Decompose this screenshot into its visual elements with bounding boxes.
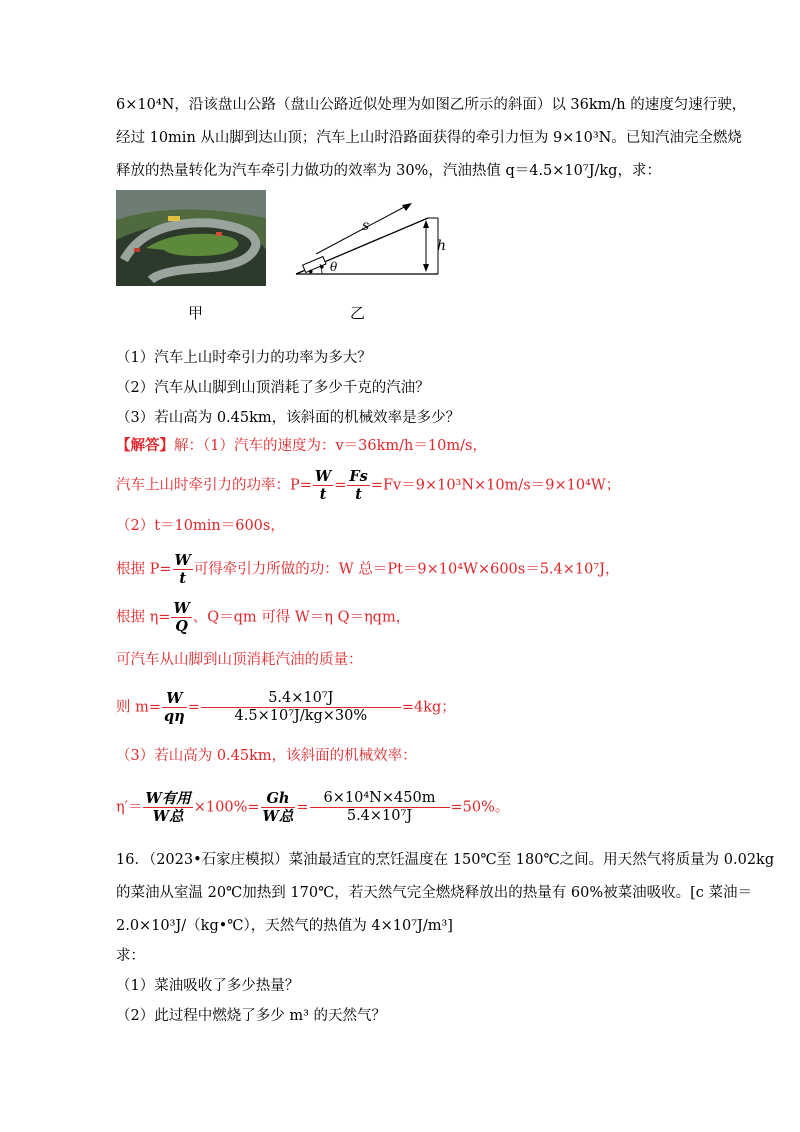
- answer-line-8: （3）若山高为 0.45km，该斜面的机械效率：: [116, 748, 417, 764]
- answer-line-4: 根据 P= $\frac{W}{t}$ 可得牵引力所做的功：W 总＝Pt＝9×10⁴W×600s＝5.4×10⁷J，: [116, 552, 620, 587]
- question-3: （3）若山高为 0.45km，该斜面的机械效率是多少？: [116, 410, 461, 426]
- power-formula-prefix: 汽车上山时牵引力的功率：P=: [116, 477, 312, 494]
- answer-line-3: （2）t＝10min＝600s，: [116, 518, 285, 534]
- fraction-w-over-t: $\frac{W}{t}$: [314, 468, 332, 503]
- answer-line-7: 则 m= $\frac{W}{q\eta}$ = $\frac{\text{5.4×10⁷J}}{\text{4.5×10⁷J/kg×30\%}}$ =4kg；: [116, 690, 456, 725]
- power-result: =Fv＝9×10³N×10m/s＝9×10⁴W；: [370, 477, 621, 494]
- fraction-gh-over-total: $\frac{Gh}{\text{W总}}$: [262, 790, 294, 825]
- problem-16-question-2: （2）此过程中燃烧了多少 m³ 的天然气？: [116, 1008, 387, 1024]
- question-2: （2）汽车从山脚到山顶消耗了多少千克的汽油？: [116, 380, 430, 396]
- fraction-mass-calc: $\frac{\text{5.4×10⁷J}}{\text{4.5×10⁷J/kg×30\%}}$: [201, 690, 401, 725]
- problem-16-question-1: （1）菜油吸收了多少热量？: [116, 978, 300, 994]
- mountain-road-photo: [116, 190, 266, 286]
- diagram-label-s: s: [362, 218, 370, 234]
- fraction-useful-over-total: $\frac{\text{W有用}}{\text{W总}}$: [145, 790, 191, 825]
- problem-15-line-1: 6×10⁴N，沿该盘山公路（盘山公路近似处理为如图乙所示的斜面）以 36km/h 的速度匀速行驶，: [116, 97, 747, 113]
- caption-yi: 乙: [350, 304, 366, 322]
- fraction-w-over-q-eta: $\frac{W}{q\eta}$: [164, 690, 185, 725]
- caption-jia: 甲: [188, 304, 204, 322]
- answer-line-6: 可汽车从山脚到山顶消耗汽油的质量：: [116, 652, 363, 668]
- work-result: 可得牵引力所做的功：W 总＝Pt＝9×10⁴W×600s＝5.4×10⁷J，: [193, 561, 620, 578]
- problem-16-line-3: 2.0×10³J/（kg•℃），天然气的热值为 4×10⁷J/m³]: [116, 918, 453, 934]
- fraction-w-over-q: $\frac{W}{Q}$: [173, 600, 190, 635]
- problem-16-line-2: 的菜油从室温 20℃加热到 170℃，若天然气完全燃烧释放出的热量有 60%被菜油吸收。[c 菜油＝: [116, 885, 753, 901]
- question-1: （1）汽车上山时牵引力的功率为多大？: [116, 350, 372, 366]
- fraction-fs-over-t: $\frac{Fs}{t}$: [349, 468, 368, 503]
- problem-15-line-2: 经过 10min 从山脚到达山顶；汽车上山时沿路面获得的牵引力恒为 9×10³N。已知汽油完全燃烧: [116, 130, 742, 146]
- mass-result: =4kg；: [401, 699, 456, 716]
- diagram-label-theta: θ: [330, 260, 338, 274]
- answer-tag: 【解答】: [116, 437, 174, 454]
- problem-15-line-3: 释放的热量转化为汽车牵引力做功的效率为 30%，汽油热值 q＝4.5×10⁷J/kg，求：: [116, 163, 661, 179]
- problem-16-line-1: 16．（2023•石家庄模拟）菜油最适宜的烹饪温度在 150℃至 180℃之间。用天然气将质量为 0.02kg: [116, 852, 775, 868]
- diagram-label-h: h: [437, 238, 447, 254]
- answer-line-1: [116, 436, 487, 456]
- answer-line-2: 汽车上山时牵引力的功率：P= $\frac{W}{t}$ = $\frac{Fs}{t}$ =Fv＝9×10³N×10m/s＝9×10⁴W；: [116, 468, 621, 503]
- answer-line-5: 根据 η= $\frac{W}{Q}$ 、Q＝qm 可得 W＝η Q＝ηqm，: [116, 600, 411, 635]
- answer-line-9: η′＝ $\frac{\text{W有用}}{\text{W总}}$ ×100%= $\frac{Gh}{\text{W总}}$ = $\frac{\text{6×10⁴N×450m}}{\text{5.4×10⁷J}}$ =50%。: [116, 790, 510, 825]
- fraction-w-over-t-2: $\frac{W}{t}$: [174, 552, 191, 587]
- efficiency-result: =50%。: [450, 799, 510, 816]
- problem-16-line-4: 求：: [116, 948, 145, 964]
- incline-diagram: [280, 188, 450, 288]
- answer-text-1: 解：（1）汽车的速度为：v＝36km/h＝10m/s，: [174, 438, 487, 454]
- fraction-efficiency-calc: $\frac{\text{6×10⁴N×450m}}{\text{5.4×10⁷J}}$: [310, 790, 450, 825]
